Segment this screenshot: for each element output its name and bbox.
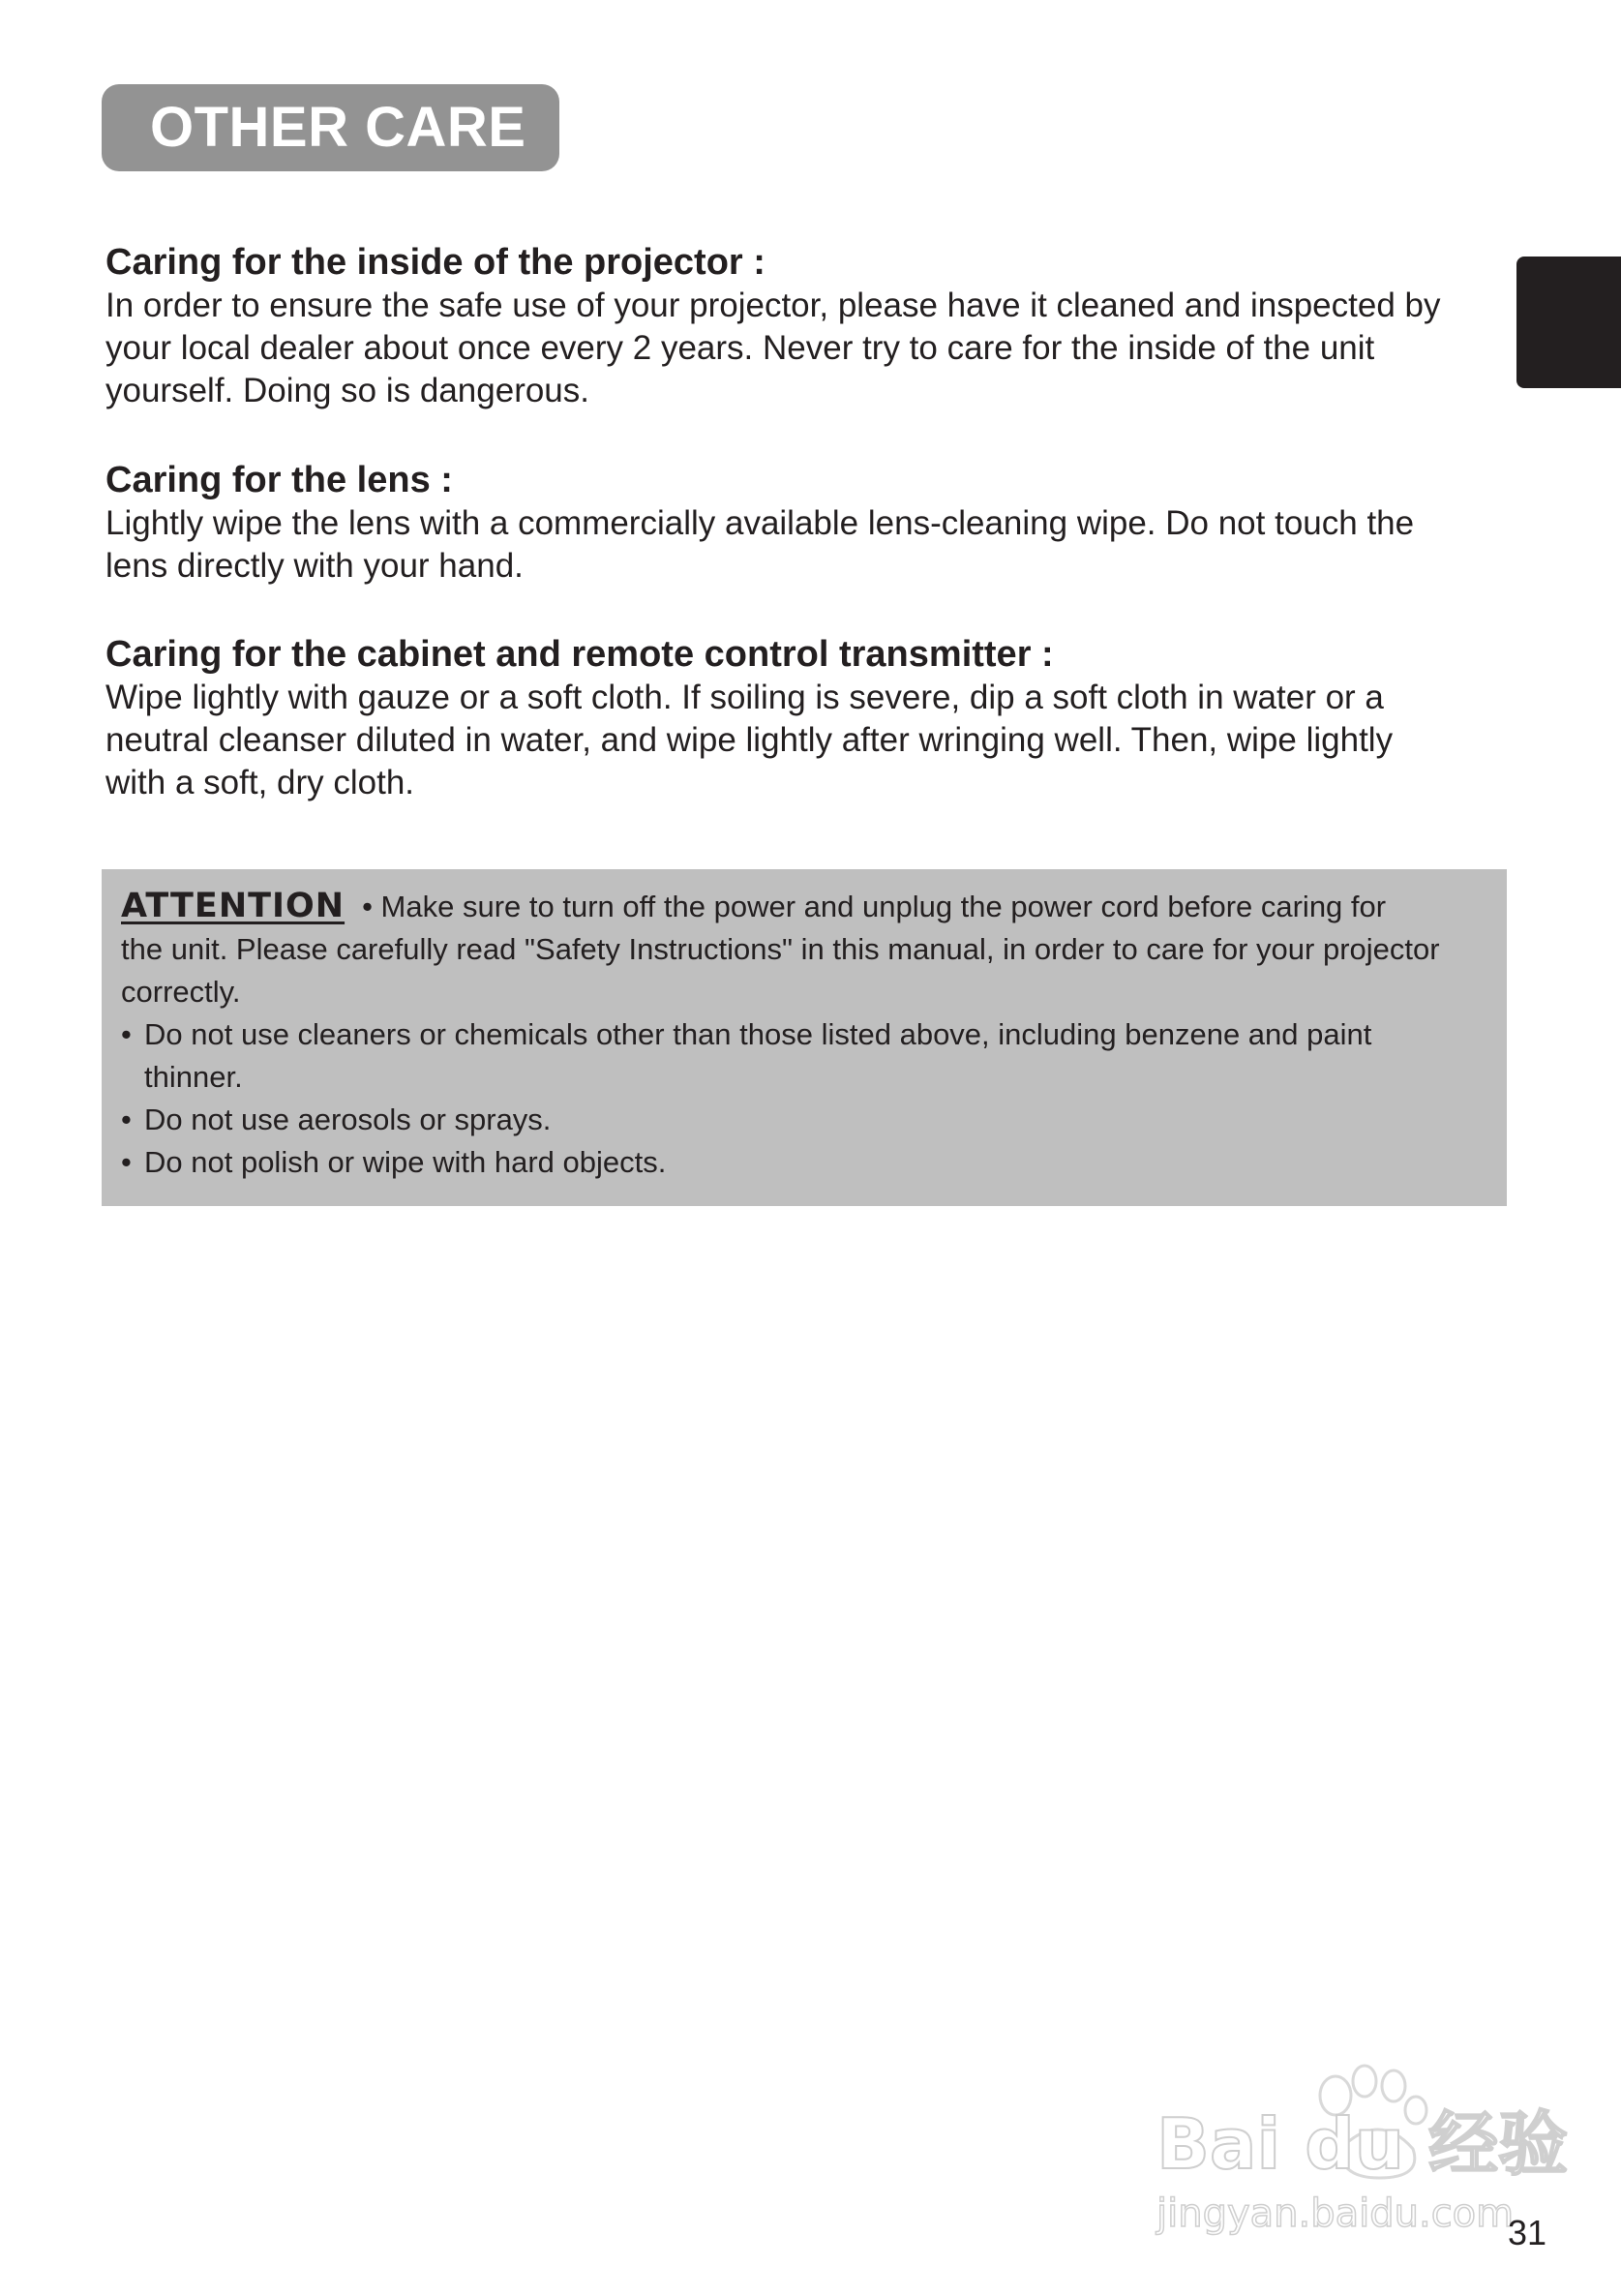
attention-first-line [121,885,1489,928]
section-lens [105,458,1518,588]
section-heading: Caring for the inside of the projector : [105,242,765,283]
attention-bullet [121,1099,1489,1141]
bullet-text: Do not use aerosols or sprays. [144,1103,552,1136]
page-title: OTHER CARE [150,96,526,159]
attention-text: • Make sure to turn off the power and unplug the power cord before caring for [362,890,1387,923]
section-line: with a soft, dry cloth. [105,764,415,801]
section-line: Wipe lightly with gauze or a soft cloth. If soiling is severe, dip a soft cloth in water or a [105,679,1384,716]
attention-label: ATTENTION [121,887,345,925]
attention-bullet [121,1013,1489,1099]
section-cabinet-remote [105,632,1518,804]
attention-line: correctly. [121,975,241,1009]
chapter-tab-marker [1516,257,1621,388]
attention-line: the unit. Please carefully read "Safety Instructions" in this manual, in order to care for your projector [121,932,1440,966]
section-line: lens directly with your hand. [105,547,524,585]
section-line: neutral cleanser diluted in water, and wipe lightly after wringing well. Then, wipe lightly [105,721,1394,759]
page-number: 31 [1508,2213,1547,2252]
bullet-text: Do not polish or wipe with hard objects. [144,1145,667,1179]
section-line: Lightly wipe the lens with a commercially available lens-cleaning wipe. Do not touch the [105,504,1415,542]
bullet-dot-icon: • [121,1103,132,1136]
section-title-badge [102,84,559,171]
watermark-url-text: jingyan.baidu.com [1156,2191,1515,2236]
section-line: your local dealer about once every 2 years. Never try to care for the inside of the unit [105,329,1375,367]
bullet-dot-icon: • [121,1145,132,1179]
section-inside-projector [105,240,1518,412]
section-line: yourself. Doing so is dangerous. [105,372,589,409]
section-heading: Caring for the cabinet and remote control transmitter : [105,634,1054,675]
section-heading: Caring for the lens : [105,460,453,500]
bullet-text: thinner. [144,1060,243,1094]
attention-bullet [121,1141,1489,1184]
watermark-brand-text: Bai du 经验 [1156,2103,1569,2185]
bullet-dot-icon: • [121,1017,132,1051]
attention-box [102,869,1507,1206]
bullet-text: Do not use cleaners or chemicals other than those listed above, including benzene and paint [144,1017,1372,1051]
section-line: In order to ensure the safe use of your projector, please have it cleaned and inspected by [105,287,1441,324]
